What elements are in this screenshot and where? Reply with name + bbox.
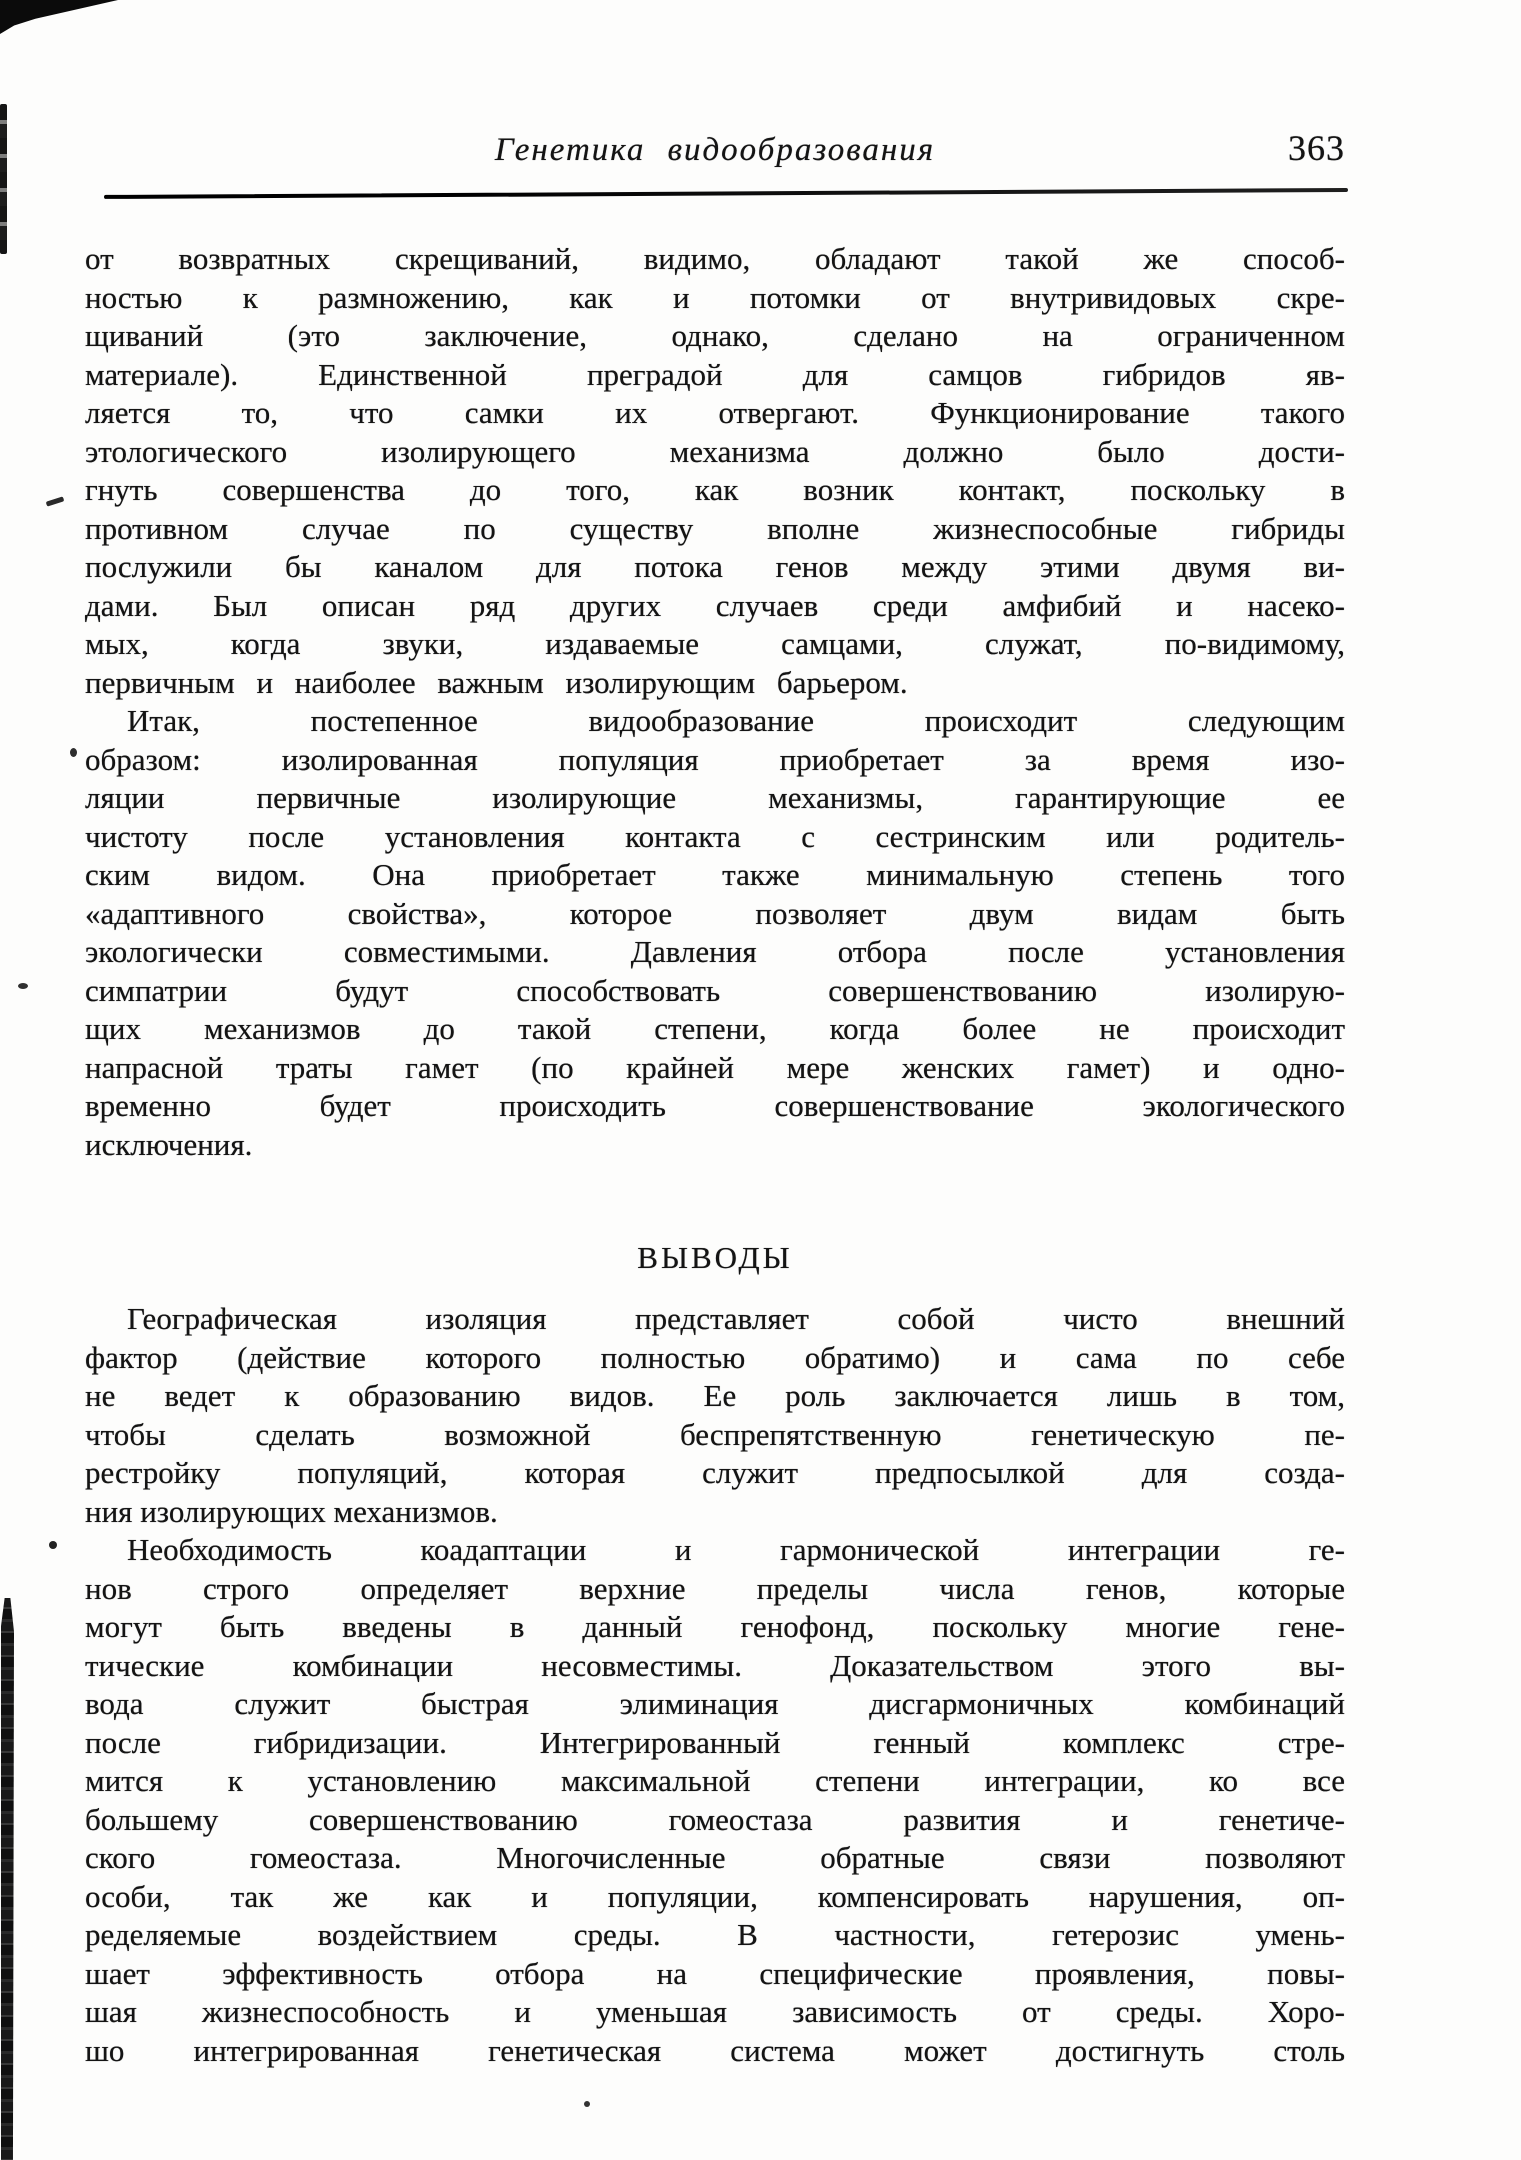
page-header [85, 128, 1345, 182]
text-line: первичным и наиболее важным изолирующим барьером. [85, 664, 908, 700]
text-line: щих механизмов до такой степени, когда более не происходит [85, 1011, 1345, 1046]
text-line: нов строго определяет верхние пределы числа генов, которые [85, 1570, 1345, 1606]
text-line: напрасной траты гамет (по крайней мере женских гамет) и одно- [85, 1049, 1345, 1085]
text-line: образом: изолированная популяция приобретает за время изо- [85, 741, 1345, 777]
text-line: ляции первичные изолирующие механизмы, гарантирующие ее [85, 780, 1345, 815]
text-line: мится к установлению максимальной степени интеграции, ко все [85, 1763, 1345, 1798]
page-number: 363 [1288, 128, 1345, 168]
scan-artifact-left-edge-bottom [1, 1598, 14, 2160]
text-line: ляется то, что самки их отвергают. Функционирование такого [85, 395, 1345, 430]
paragraph-continuation [85, 240, 1345, 702]
text-line: дами. Был описан ряд других случаев среди амфибий и насеко- [85, 587, 1345, 623]
text-line: этологического изолирующего механизма должно было дости- [85, 433, 1345, 469]
text-line: противном случае по существу вполне жизнеспособные гибриды [85, 510, 1345, 546]
text-line: могут быть введены в данный генофонд, поскольку многие гене- [85, 1609, 1345, 1644]
scan-artifact-speck [46, 496, 65, 506]
text-line: Географическая изоляция представляет собой чисто внешний [127, 1301, 1345, 1336]
text-line: большему совершенствованию гомеостаза развития и генетиче- [85, 1801, 1345, 1837]
text-line: чтобы сделать возможной беспрепятственную генетическую пе- [85, 1416, 1345, 1452]
text-line: исключения. [85, 1126, 253, 1162]
text-line: не ведет к образованию видов. Ее роль заключается лишь в том, [85, 1378, 1345, 1413]
text-line: особи, так же как и популяции, компенсировать нарушения, оп- [85, 1878, 1345, 1914]
text-line: рестройку популяций, которая служит предпосылкой для созда- [85, 1455, 1345, 1490]
scan-artifact-speck [70, 748, 77, 757]
header-rule [104, 188, 1348, 199]
paragraph [85, 1300, 1345, 1531]
scan-artifact-speck [584, 2101, 590, 2107]
scan-artifact-corner-blot [0, 0, 118, 34]
text-line: материале). Единственной преградой для самцов гибридов яв- [85, 356, 1345, 392]
text-line: «адаптивного свойства», которое позволяет двум видам быть [85, 895, 1345, 931]
text-line: тические комбинации несовместимы. Доказательством этого вы- [85, 1647, 1345, 1683]
text-line: ностью к размножению, как и потомки от внутривидовых скре- [85, 279, 1345, 315]
text-line: экологически совместимыми. Давления отбора после установления [85, 934, 1345, 969]
scan-artifact-left-edge-top [0, 104, 7, 254]
text-line: чистоту после установления контакта с сестринским или родитель- [85, 818, 1345, 854]
text-line: временно будет происходить совершенствование экологического [85, 1088, 1345, 1123]
scan-artifact-speck [18, 983, 28, 989]
text-line: мых, когда звуки, издаваемые самцами, служат, по-видимому, [85, 626, 1345, 661]
text-line: после гибридизации. Интегрированный генный комплекс стре- [85, 1724, 1345, 1760]
scan-artifact-speck [49, 1541, 57, 1549]
text-line: щиваний (это заключение, однако, сделано на ограниченном [85, 318, 1345, 353]
text-line: вода служит быстрая элиминация дисгармоничных комбинаций [85, 1686, 1345, 1721]
section-heading: ВЫВОДЫ [637, 1240, 793, 1275]
text-line: шо интегрированная генетическая система может достигнуть столь [85, 2032, 1345, 2068]
text-line: послужили бы каналом для потока генов между этими двумя ви- [85, 549, 1345, 584]
text-line: симпатрии будут способствовать совершенствованию изолирую- [85, 972, 1345, 1008]
text-line: от возвратных скрещиваний, видимо, обладают такой же способ- [85, 241, 1345, 276]
text-line: шает эффективность отбора на специфические проявления, повы- [85, 1955, 1345, 1991]
text-line: Необходимость коадаптации и гармонической интеграции ге- [127, 1532, 1345, 1567]
text-line: фактор (действие которого полностью обратимо) и сама по себе [85, 1339, 1345, 1375]
body-text [85, 240, 1345, 2070]
running-title: Генетика видообразования [494, 132, 936, 168]
text-line: ским видом. Она приобретает также минимальную степень того [85, 857, 1345, 892]
text-line: ния изолирующих механизмов. [85, 1493, 498, 1529]
text-line: Итак, постепенное видообразование происходит следующим [127, 703, 1345, 738]
text-line: ределяемые воздействием среды. В частности, гетерозис умень- [85, 1917, 1345, 1952]
text-line: шая жизнеспособность и уменьшая зависимость от среды. Хоро- [85, 1994, 1345, 2029]
text-line: гнуть совершенства до того, как возник контакт, поскольку в [85, 472, 1345, 507]
text-line: ского гомеостаза. Многочисленные обратные связи позволяют [85, 1840, 1345, 1875]
paragraph [85, 1531, 1345, 2070]
paragraph [85, 702, 1345, 1164]
